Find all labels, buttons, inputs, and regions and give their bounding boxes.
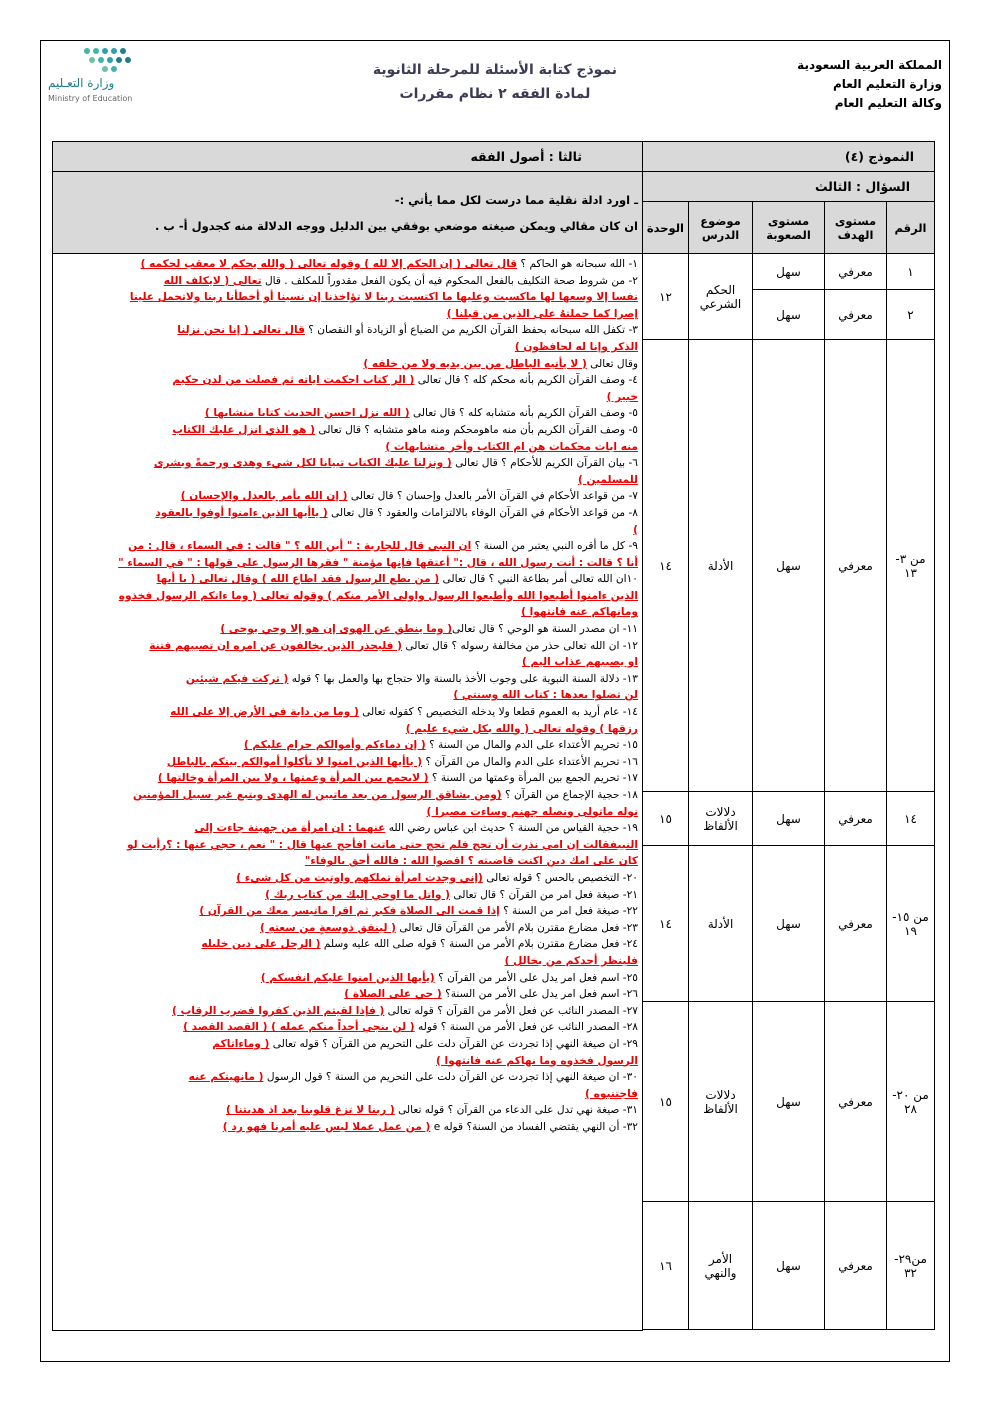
question-answer: إذا قمت الى الصلاة فكبر ثم اقرا ماتيسر معك من القرآن )	[199, 905, 500, 918]
row-unit: ١٢	[643, 254, 689, 340]
question-line	[57, 671, 638, 688]
question-prompt: ١٠ان الله تعالى أمر بطاعة النبي ؟ قال تعالى	[439, 573, 638, 586]
question-prompt: ١٤- عام أريد به العموم قطعا ولا يدخله التخصيص ؟ كقوله تعالى	[358, 706, 638, 719]
question-prompt: ١٢- ان الله تعالى حذر من مخالفة رسوله ؟ قال تعالى	[402, 639, 638, 652]
row-unit: ١٥	[643, 792, 689, 846]
question-answer: ( فإذا لقيتم الذين كفروا فضرب الرقاب )	[172, 1004, 385, 1017]
col-unit-header: الوحدة	[643, 202, 689, 254]
question-line	[57, 273, 638, 290]
question-prompt: ٥- وصف القرآن الكريم بأنه متشابه كله ؟ قال تعالى	[409, 407, 638, 420]
question-answer: فاجتنبوه )	[585, 1087, 638, 1100]
question-prompt: ١٩- حجية القياس من السنة ؟ حديث ابن عباس رضي الله	[385, 822, 638, 835]
question-answer: (يأيها الذين امنوا عليكم انفسكم )	[260, 971, 435, 984]
question-line	[57, 936, 638, 953]
question-line	[57, 522, 638, 539]
question-line	[57, 372, 638, 389]
question-answer: ( وماءاتاكم	[212, 1037, 270, 1050]
question-prompt: ٢٩- ان صيغة النهي إذا تجردت عن القرآن دلت على التحريم من القرآن ؟ قوله تعالى	[269, 1037, 638, 1050]
question-line	[57, 604, 638, 621]
question-prompt: ١٦- تحريم الأعتداء على الدم والمال من القرآن ؟	[422, 755, 638, 768]
question-answer: عنهما : ان امرأة من جهينة جاءت إلى	[194, 822, 386, 835]
col-diff-header: مستوى الصعوبة	[753, 202, 825, 254]
question-prompt: ٢٠- التخصيص بالحس ؟ قوله تعالى	[482, 871, 638, 884]
question-answer: نفسا إلا وسعها لها ماكسبت وعليها ما اكتسبت ربنا لا تؤاخذنا إن نسينا أو أخطأنا ربنا ولاتحمل علينا	[129, 291, 638, 304]
question-line	[57, 638, 638, 655]
question-prompt: ١٥- تحريم الأعتداء على الدم والمال من السنة ؟	[425, 739, 638, 752]
agency-name: وكالة التعليم العام	[834, 96, 942, 110]
question-answer: (ومن يشاقق الرسول من بعد ماتبين له الهدى ويتبع غير سبيل المؤمنين	[132, 789, 502, 801]
row-diff: سهل	[753, 1202, 825, 1330]
logo-arabic-text: وزارة التعـليم	[48, 76, 115, 90]
question-prompt: ٣١- صيغة نهي تدل على الدعاء من القرآن ؟ قوله تعالى	[394, 1104, 638, 1117]
row-topic: الأدلة	[689, 846, 753, 1002]
question-label: السؤال : الثالث	[643, 172, 935, 202]
row-diff: سهل	[753, 290, 825, 340]
question-line	[57, 571, 638, 588]
question-prompt: ١١- ان مصدر السنة هو الوحي ؟ قال تعالى	[452, 623, 638, 636]
question-line	[57, 704, 638, 721]
question-answer: قال تعالى ( إن الحكم إلا لله ) وقوله تعالى ( والله يحكم لا معقب لحكمه )	[140, 258, 518, 270]
question-answer: الذكر وإنا له لحافظون )	[514, 340, 638, 353]
row-diff: سهل	[753, 340, 825, 792]
question-line	[57, 256, 638, 273]
header-right	[797, 56, 942, 113]
kingdom-name: المملكة العربية السعودية	[797, 58, 942, 72]
question-line	[57, 687, 638, 704]
question-line	[57, 837, 638, 854]
question-prompt: ٢٣- فعل مضارع مقترن بلام الأمر من القرآن قال تعالى	[396, 921, 638, 934]
question-answer: كان على امك دين اكنت قاضيته ؟ اقضوا الله : فالله أحق بالوفاء"	[304, 855, 638, 868]
question-line	[57, 1119, 638, 1136]
header-center	[330, 58, 660, 106]
question-prompt: وقال تعالى	[586, 357, 638, 370]
row-topic: دلالات الألفاظ	[689, 1002, 753, 1202]
question-line	[57, 621, 638, 638]
logo-dots-icon	[84, 48, 134, 72]
question-answer: (إني وجدت امرأة تملكهم واوتيت من كل شيء )	[236, 871, 483, 884]
row-goal: معرفي	[825, 340, 887, 792]
question-line	[57, 339, 638, 356]
question-answer: ( لينفق ذوسعةٍ من سعتهِ )	[260, 921, 397, 934]
question-answer: منه ايات محكمات هن ام الكتاب وأخر متشابهات )	[385, 440, 638, 453]
logo-english-text: Ministry of Education	[48, 94, 133, 103]
question-answer: تعالى ( لايكلف الله	[163, 274, 262, 287]
question-line	[57, 1053, 638, 1070]
question-line	[57, 1003, 638, 1020]
question-line	[57, 439, 638, 456]
question-line	[57, 820, 638, 837]
questions-table	[52, 141, 935, 1331]
question-answer: ( من عمل عملا ليس عليه أمرنا فهو رد )	[222, 1120, 431, 1133]
form-title: نموذج كتابة الأسئلة للمرحلة الثانوية	[372, 62, 618, 78]
row-topic: دلالات الألفاظ	[689, 792, 753, 846]
question-answer: ( وما من دابة في الأرض إلا على الله	[170, 706, 359, 719]
col-topic-header: موضوع الدرس	[689, 202, 753, 254]
question-line	[57, 538, 638, 555]
row-unit: ١٥	[643, 1002, 689, 1202]
question-prompt: ٣٠- ان صيغة النهي إذا تجردت عن القرآن دلت على التحريم من السنة ؟ قول الرسول	[263, 1071, 638, 1084]
question-answer: إصرا كما حملتهُ على الذين من قبلنا )	[446, 307, 638, 320]
col-goal-header: مستوى الهدف	[825, 202, 887, 254]
question-line	[57, 721, 638, 738]
question-answer: قال تعالى ( إنا نحن نزلنا	[177, 324, 305, 337]
question-line	[57, 588, 638, 605]
question-prompt: ٢٤- فعل مضارع مقترن بلام الأمر من السنة ؟ قوله صلى الله عليه وسلم	[320, 938, 638, 951]
question-line	[57, 754, 638, 771]
question-line	[57, 853, 638, 870]
question-answer: رزقها ) وقوله تعالى ( والله بكل شيء عليم )	[405, 722, 638, 735]
row-topic: الأدلة	[689, 340, 753, 792]
row-num: من ٢٠- ٢٨	[887, 1002, 935, 1202]
question-prompt: ٣- تكفل الله سبحانه بحفظ القرآن الكريم من الضياع أو الزيادة أو النقصان ؟	[304, 324, 638, 337]
row-num: من ١٥- ١٩	[887, 846, 935, 1002]
question-answer: ( من يطع الرسول فقد اطاع الله ) وقال تعالى ( يا أيها	[156, 573, 440, 586]
question-line	[57, 1086, 638, 1103]
instruction-cell	[53, 172, 643, 254]
question-line	[57, 804, 638, 821]
question-answer: الرسول فخذوه وما نهاكم عنه فانتهوا )	[436, 1054, 638, 1067]
question-prompt: ٥- وصف القرآن الكريم بأن منه ماهومحكم ومنه ماهو متشابه ؟ قال تعالى	[315, 423, 638, 436]
instruction-line-2: ان كان مقالي ويمكن صيغته موضعي بوفقي بين الدليل ووجه الدلالة منه كجدول أ- ب .	[154, 218, 638, 233]
question-answer: ( تركت فيكم شيئين	[185, 672, 289, 685]
question-answer: ( الله نزل احسن الحديث كتابا متشابها )	[204, 407, 410, 420]
row-num: من٢٩- ٣٢	[887, 1202, 935, 1330]
question-prompt: ١- الله سبحانه هو الحاكم ؟	[517, 258, 638, 270]
question-line	[57, 870, 638, 887]
row-goal: معرفي	[825, 846, 887, 1002]
question-line	[57, 737, 638, 754]
questions-list	[57, 256, 638, 1135]
question-answer: ( مانهيتكم عنه	[188, 1071, 264, 1084]
question-answer: ( لن ينجي أحداً منكم عمله ) ( القصد القصد )	[183, 1021, 415, 1034]
question-prompt: ٢٢- صيغة فعل امر من السنة ؟	[499, 905, 638, 918]
question-prompt: ١٨- حجية الإجماع من القرآن ؟	[501, 789, 638, 801]
question-answer: لن تضلوا بعدها : كتاب الله وسنتي )	[453, 689, 638, 702]
question-answer: خبير )	[606, 390, 638, 403]
question-prompt: ٣٢- أن النهي يقتضي الفساد من السنة؟ قوله e	[430, 1120, 638, 1133]
question-prompt: ١٣- دلالة السنة النبوية على وجوب الأخذ بالسنة والا حتجاج بها والعمل بها ؟ قوله	[288, 672, 638, 685]
question-answer: ( حي على الصلاة )	[344, 988, 442, 1001]
question-line	[57, 322, 638, 339]
col-num-header: الرقم	[887, 202, 935, 254]
row-diff: سهل	[753, 254, 825, 290]
question-answer: او يصيبهم عذاب اليم )	[521, 656, 638, 669]
question-line	[57, 1019, 638, 1036]
question-answer: فلينظر أحدكم من يخالل )	[504, 954, 638, 967]
question-answer: ( الرجل على دين خليله	[201, 938, 321, 951]
question-line	[57, 289, 638, 306]
question-line	[57, 488, 638, 505]
question-answer: ( ياأيها الذين امنوا لا تأكلوا أموالكم بينكم بالباطل	[166, 755, 423, 768]
question-line	[57, 970, 638, 987]
question-prompt: ٢٥- اسم فعل امر يدل على الأمر من القرآن ؟	[434, 971, 638, 984]
question-prompt: ٢- من شروط صحة التكليف بالفعل المحكوم فيه أن يكون الفعل مقدوراً للمكلف . قال	[261, 274, 638, 287]
question-line	[57, 472, 638, 489]
question-line	[57, 306, 638, 323]
question-line	[57, 887, 638, 904]
question-line	[57, 986, 638, 1003]
section-label: ثالثا : أصول الفقه	[53, 142, 643, 172]
row-unit: ١٤	[643, 846, 689, 1002]
row-diff: سهل	[753, 846, 825, 1002]
question-line	[57, 505, 638, 522]
row-goal: معرفي	[825, 1002, 887, 1202]
question-answer: ومانهاكم عنه فانتهوا )	[521, 606, 638, 619]
question-prompt: ٢٦- اسم فعل امر يدل على الأمر من السنة؟	[441, 988, 638, 1001]
row-unit: ١٤	[643, 340, 689, 792]
row-num: ٢	[887, 290, 935, 340]
question-line	[57, 920, 638, 937]
question-line	[57, 1036, 638, 1053]
question-answer: النبيفقالت إن امي نذرت أن تحج فلم تحج حتى ماتت افأحج عنها قال : " نعم ، حجي عنها : ؟رأيت لو	[127, 838, 638, 851]
question-prompt: ٢٨- المصدر النائب عن فعل الأمر من السنة ؟ قوله	[414, 1021, 638, 1034]
question-answer: ( فليحذر الذين يخالفون عن امره ان تصيبهم فتنة	[149, 639, 403, 652]
form-subtitle: لمادة الفقه ٢ نظام مقررات	[399, 86, 591, 102]
question-prompt: ١٧- تحريم الجمع بين المرأة وعمتها من السنة ؟	[428, 772, 638, 785]
model-label: النموذج (٤)	[643, 142, 935, 172]
row-diff: سهل	[753, 1002, 825, 1202]
question-answer: ( إن الله يأمر بالعدل والإحسان )	[180, 490, 348, 503]
question-line	[57, 455, 638, 472]
question-answer: ان النبي قال للجارية : " أين الله ؟ " قالت : في السماء ، قال : من	[128, 540, 472, 553]
ministry-name: وزارة التعليم العام	[832, 77, 942, 91]
question-line	[57, 555, 638, 572]
question-prompt: ٨- من قواعد الأحكام في القرآن الوفاء بالالتزامات والعقود ؟ قال تعالى	[327, 506, 638, 519]
question-line	[57, 787, 638, 804]
question-line	[57, 1102, 638, 1119]
question-answer: ( واتل ما اوحي إليك من كتاب ربك )	[265, 888, 451, 901]
row-goal: معرفي	[825, 290, 887, 340]
question-answer: ( وما ينطق عن الهوى إن هو إلا وحي يوحى )	[220, 623, 453, 636]
question-answer: ( لا يأتيه الباطل من بين يديه ولا من خلفه )	[363, 357, 587, 370]
question-line	[57, 1069, 638, 1086]
question-prompt: ٧- من قواعد الأحكام في القرآن الأمر بالعدل وإحسان ؟ قال تعالى	[347, 490, 638, 503]
question-answer: ( ونزلنا عليك الكتاب تبيانا لكل شيء وهدى ورحمةً وبشرى	[153, 457, 452, 470]
row-goal: معرفي	[825, 1202, 887, 1330]
question-answer: أنا ؟ قالت : أنت رسول الله ، قال :" أعتقها فإنها مؤمنة " فقرها الرسول على قولها : " في السماء "	[118, 556, 638, 569]
question-prompt: ٩- كل ما أقره النبي يعتبر من السنة ؟	[471, 540, 638, 553]
question-answer: )	[633, 523, 638, 536]
question-line	[57, 356, 638, 373]
row-topic: الأمر والنهي	[689, 1202, 753, 1330]
question-prompt: ٢١- صيغة فعل امر من القرآن ؟ قال تعالى	[450, 888, 638, 901]
question-answer: ( لايجمع بين المرأة وعمتها ، ولا بين المرأة وخالتها )	[157, 772, 429, 785]
row-num: ١٤	[887, 792, 935, 846]
row-goal: معرفي	[825, 792, 887, 846]
question-line	[57, 405, 638, 422]
question-answer: ( الر كتاب احكمت اياته ثم فصلت من لدن حكيم	[172, 374, 415, 387]
row-diff: سهل	[753, 792, 825, 846]
question-answer: ( إن دماءكم وأموالكم حرام عليكم )	[243, 739, 426, 752]
row-goal: معرفي	[825, 254, 887, 290]
row-topic: الحكم الشرعي	[689, 254, 753, 340]
question-answer: الذين ءامنوا أطيعوا الله وأطيعوا الرسول واولى الأمر منكم ) وقوله تعالى ( وما ءاتكم الرسول فخذوه	[118, 589, 638, 602]
question-line	[57, 953, 638, 970]
row-unit: ١٦	[643, 1202, 689, 1330]
question-line	[57, 903, 638, 920]
question-line	[57, 389, 638, 406]
question-answer: ( ياأيها الذين ءامنوا أوفوا بالعقود	[155, 506, 328, 519]
question-answer: للمسلمين )	[578, 473, 638, 486]
question-line	[57, 654, 638, 671]
row-num: من ٣- ١٣	[887, 340, 935, 792]
row-num: ١	[887, 254, 935, 290]
questions-cell	[53, 254, 643, 1331]
instruction-line-1: ـ اورد ادلة نقلية مما درست لكل مما يأتي :-	[394, 192, 638, 207]
question-answer: نوله ماتولى ونصله جهنم وساءت مصيرا )	[426, 805, 638, 818]
question-answer: ( هو الذي انزل عليك الكتاب	[172, 423, 315, 436]
question-line	[57, 422, 638, 439]
question-answer: ( ربنا لا تزغ قلوبنا بعد اذ هديتنا )	[226, 1104, 395, 1117]
ministry-logo	[46, 46, 136, 108]
question-prompt: ٤- وصف القرآن الكريم بأنه محكم كله ؟ قال تعالى	[414, 374, 638, 387]
question-line	[57, 770, 638, 787]
question-prompt: ٢٧- المصدر النائب عن فعل الأمر من القرآن ؟ قوله تعالى	[384, 1004, 638, 1017]
question-prompt: ٦- بيان القرآن الكريم للأحكام ؟ قال تعالى	[451, 457, 638, 470]
